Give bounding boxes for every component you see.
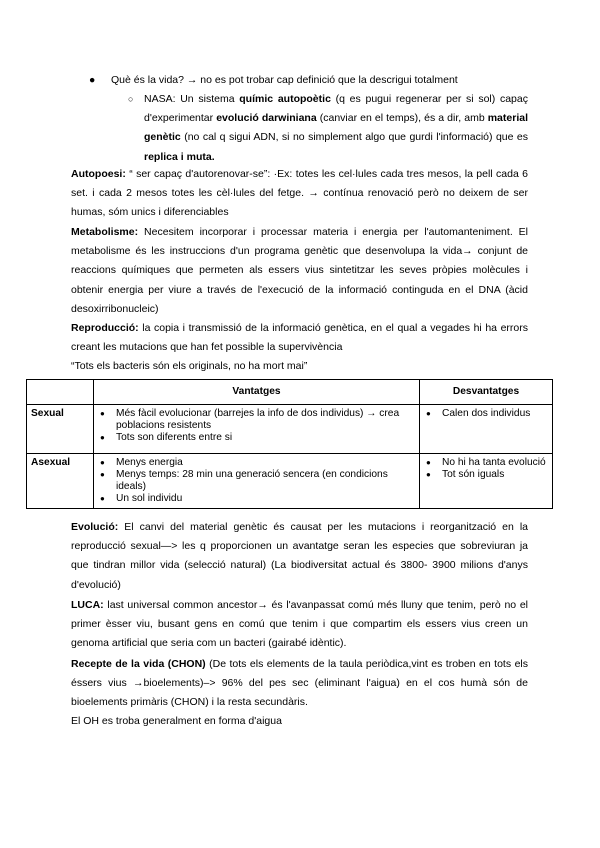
list-item: ● Més fàcil evolucionar (barrejes la info de dos individus) → crea poblacions resistents [116,408,415,432]
quote-bacteris: “Tots els bacteris són els originals, no ha mort mai” [71,360,308,372]
list-item: ● Menys energia [116,457,415,469]
paragraph-reproduccio: Reproducció: la copia i transmissió de la informació genètica, en el qual a vegades hi ha errors creant les mutacions que han fet possible la supervivència [71,322,528,354]
term-metabolisme: Metabolisme: [71,226,139,238]
cell-vantatges [94,405,420,454]
paragraph-recepte: Recepte de la vida (CHON) (De tots els elements de la taula periòdica,vint es troben en tots els éssers vius →bioelements)–> 96% del pes sec (eliminant l'aigua) en el cos humà són de bioelements primàris (CHON) i la resta secundàris. [71,658,528,709]
list-item: ● Menys temps: 28 min una generació sencera (en condicions ideals) [116,469,415,493]
paragraph-evolucio: Evolució: El canvi del material genètic és causat per les mutacions i reorganització en la reproducció sexual—> les q proporcionen un avantatge seran les especies que sobreviuran ja que tindran millor vida (selecció natural) (La biodiversitat actual és 3800- 3900 milions d'anys d'evolució) [71,521,528,591]
table-row [27,405,553,454]
paragraph-metabolisme: Metabolisme: Necesitem incorporar i processar materia i energia per l'automanteniment. El metabolisme és les instruccions d'un programa genètic que desenvolupa la vida→ conjunt de reaccions químiques que permeten als essers vius sintetitzar les seves pròpies molècules i obtenir energia per viure a través de l'execució de la informació continguda en el DNA (àcid desoxirribonucleic) [71,226,528,315]
term-luca: LUCA: [71,599,104,611]
row-label-asexual: Asexual [27,454,94,509]
comparison-table [26,379,553,509]
list-item: ● Calen dos individus [442,408,548,420]
bullet-text: Què és la vida? → no es pot trobar cap definició que la descrigui totalment [111,74,458,86]
paragraph-oh: El OH es troba generalment en forma d'aigua [71,715,282,727]
term-reproduccio: Reproducció: [71,322,139,334]
row-label-sexual: Sexual [27,405,94,454]
bullet-nasa-definition [128,90,528,167]
list-item: ● No hi ha tanta evolució [442,457,548,469]
table-header-cell: Vantatges [94,380,420,405]
table-header-cell: Desvantatges [420,380,553,405]
nasa-definition-text: NASA: Un sistema químic autopoètic (q es pugui regenerar per si sol) capaç d'experimentar evolució darwiniana (canviar en el temps), és a dir, amb material genètic (no cal q sigui ADN, si no simplement algo que gurdi l'informació) que es replica i muta. [144,93,528,163]
cell-vantatges [94,454,420,509]
bullet-dot-icon: ● [89,74,96,86]
list-item: ● Tots son diferents entre si [116,432,415,444]
bullet-circle-icon: ○ [128,94,134,104]
list-item: ● Tot són iguals [442,469,548,481]
term-evolucio: Evolució: [71,521,119,533]
table-header-row [27,380,553,405]
list-item: ● Un sol individu [116,493,415,505]
term-autopoesi: Autopoesi: [71,168,126,180]
table-row [27,454,553,509]
paragraph-luca: LUCA: last universal common ancestor→ és l'avanpassat comú més lluny que tenim, però no el primer èsser viu, busant gens en comú que tenim i que compartim els essers vius creen un genoma artificial que seria com un bacteri (gairabé idèntic). [71,599,528,650]
cell-desvantatges [420,454,553,509]
cell-desvantatges [420,405,553,454]
table-header-cell [27,380,94,405]
term-recepte: Recepte de la vida (CHON) [71,658,206,670]
paragraph-autopoesi: Autopoesi: “ ser capaç d'autorenovar-se”: ·Ex: totes les cel·lules cada tres mesos, la pell cada 6 set. i cada 2 mesos totes les cèl·lules del fetge. → contínua renovació però no deixem de ser humas, sóm unics i diferenciables [71,168,528,219]
